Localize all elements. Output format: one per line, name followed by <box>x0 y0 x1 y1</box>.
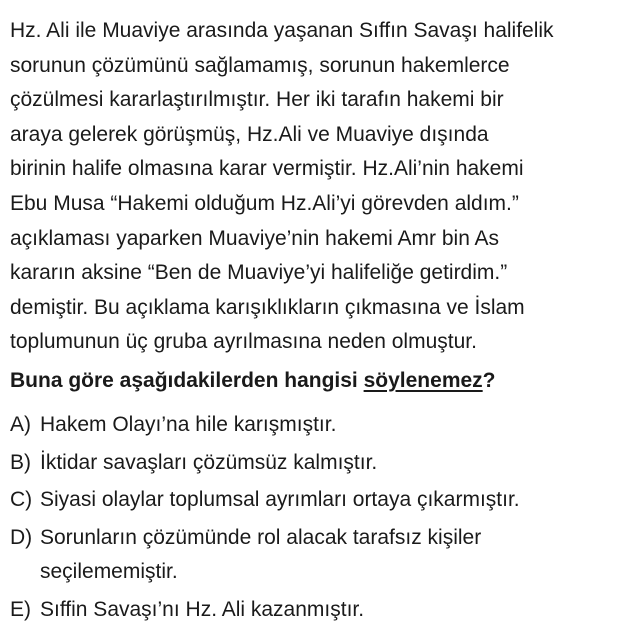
option-e[interactable] <box>10 593 615 628</box>
option-text-line: İktidar savaşları çözümsüz kalmıştır. <box>40 450 378 474</box>
passage-line: açıklaması yaparken Muaviye’nin hakemi Amr bin As <box>10 226 500 250</box>
passage-line: çözülmesi kararlaştırılmıştır. Her iki tarafın hakemi bir <box>10 88 504 112</box>
option-text-line: Siyasi olaylar toplumsal ayrımları ortaya çıkarmıştır. <box>40 488 520 512</box>
passage-line: sorunun çözümünü sağlamamış, sorunun hakemlerce <box>10 53 510 77</box>
question-emphasis: söylenemez <box>363 368 483 392</box>
passage-line: birinin halife olmasına karar vermiştir. Hz.Ali’nin hakemi <box>10 157 524 181</box>
passage-line: toplumunun üç gruba ayrılmasına neden olmuştur. <box>10 330 477 354</box>
option-text <box>40 593 615 628</box>
passage-line: araya gelerek görüşmüş, Hz.Ali ve Muaviye dışında <box>10 122 489 146</box>
option-text-line: seçilememiştir. <box>40 560 178 584</box>
answer-options <box>10 408 615 628</box>
question-stem <box>10 364 615 398</box>
option-text-line: Sıffin Savaşı’nı Hz. Ali kazanmıştır. <box>40 597 365 621</box>
option-d[interactable] <box>10 521 615 590</box>
option-letter: D) <box>10 525 33 549</box>
passage <box>10 14 615 360</box>
option-c[interactable] <box>10 483 615 518</box>
option-text <box>40 521 615 590</box>
option-text <box>40 483 615 518</box>
option-b[interactable] <box>10 446 615 481</box>
question-suffix: ? <box>482 368 496 392</box>
option-text-line: Sorunların çözümünde rol alacak tarafsız kişiler <box>40 525 482 549</box>
question-prefix: Buna göre aşağıdakilerden hangisi <box>10 368 364 392</box>
option-text <box>40 408 615 443</box>
passage-line: Ebu Musa “Hakemi olduğum Hz.Ali’yi görevden aldım.” <box>10 191 519 215</box>
option-text-line: Hakem Olayı’na hile karışmıştır. <box>40 412 337 436</box>
option-text <box>40 446 615 481</box>
option-letter: C) <box>10 488 33 512</box>
passage-line: Hz. Ali ile Muaviye arasında yaşanan Sıffın Savaşı halifelik <box>10 19 554 42</box>
option-letter: A) <box>10 412 31 436</box>
option-a[interactable] <box>10 408 615 443</box>
option-letter: B) <box>10 450 31 474</box>
question-page <box>10 14 615 631</box>
option-letter: E) <box>10 597 31 621</box>
passage-line: demiştir. Bu açıklama karışıklıkların çıkmasına ve İslam <box>10 295 525 319</box>
passage-line: kararın aksine “Ben de Muaviye’yi halifeliğe getirdim.” <box>10 261 508 285</box>
